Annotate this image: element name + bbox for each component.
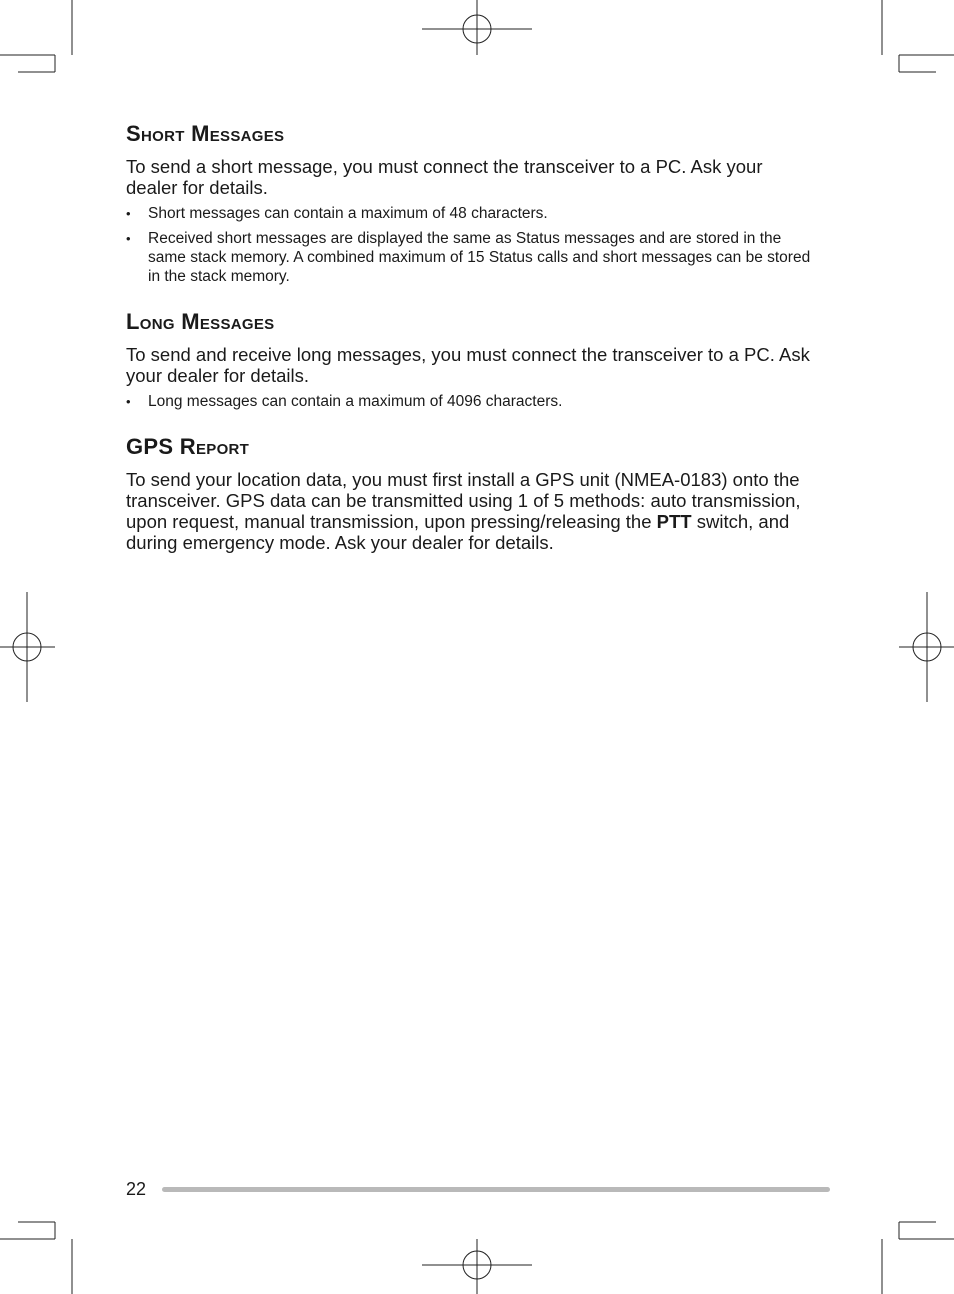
section-body: To send a short message, you must connect the transceiver to a PC. Ask your dealer for details.: [126, 156, 763, 198]
section-heading: GPS Report: [126, 434, 250, 459]
bullet-icon: •: [126, 231, 131, 246]
list-item: [126, 229, 816, 286]
section-long-messages: [126, 308, 816, 411]
bullet-list: [126, 204, 816, 286]
section-body: [126, 469, 816, 553]
section-short-messages: [126, 120, 816, 286]
list-item-text: Received short messages are displayed the same as Status messages and are stored in the same stack memory. A combined maximum of 15 Status calls and short messages can be stored in the stack memory.: [148, 230, 811, 285]
list-item: [126, 392, 816, 411]
list-item-text: Short messages can contain a maximum of 48 characters.: [148, 205, 548, 222]
body-text-part: To send your location data, you must first install a GPS unit (NMEA-0183) onto the transceiver. GPS data can be transmitted using 1 of 5 methods: auto transmission, upon request, manual transmission, upon pressing/releasing the: [126, 469, 801, 532]
body-text-part: switch, and during emergency mode. Ask your dealer for details.: [126, 511, 790, 553]
section-heading: Long Messages: [126, 309, 275, 334]
bullet-icon: •: [126, 206, 131, 221]
page-content: [126, 120, 816, 575]
bullet-icon: •: [126, 394, 131, 409]
list-item: [126, 204, 816, 223]
ptt-key-label: PTT: [656, 511, 692, 532]
section-gps-report: [126, 433, 816, 553]
section-heading: Short Messages: [126, 121, 285, 146]
bullet-list: [126, 392, 816, 411]
page-number: 22: [126, 1179, 147, 1199]
footer-rule: [162, 1187, 830, 1192]
section-body: To send and receive long messages, you must connect the transceiver to a PC. Ask your dealer for details.: [126, 344, 810, 386]
list-item-text: Long messages can contain a maximum of 4096 characters.: [148, 393, 563, 410]
